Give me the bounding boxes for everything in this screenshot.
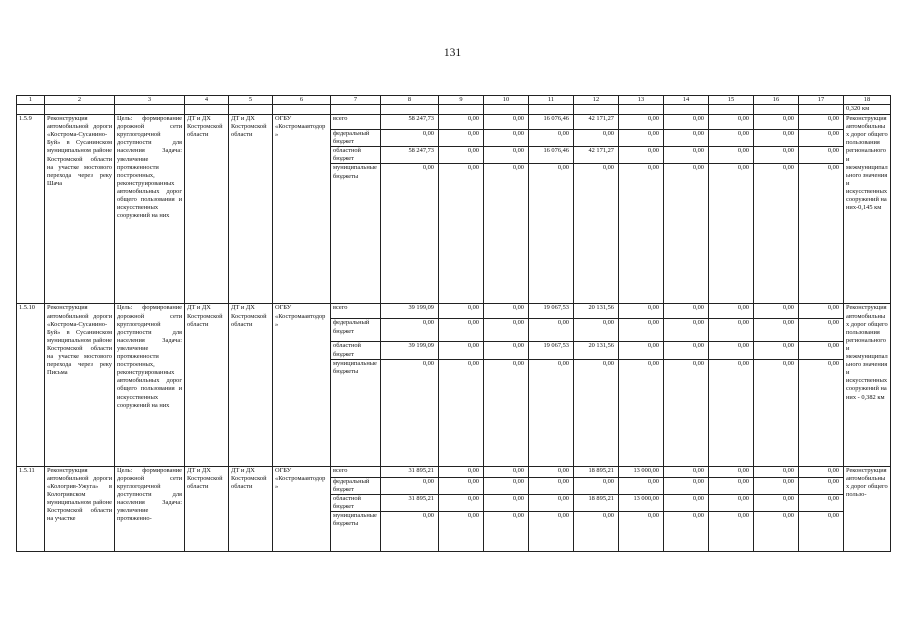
record-responsible: ДТ и ДХ Костромской области [185, 466, 229, 551]
value-cell-col-8: 58 247,73 [381, 115, 439, 130]
value-cell-col-8: 39 199,09 [381, 304, 439, 319]
value-cell-col-11: 19 067,53 [529, 342, 574, 359]
value-cell-col-9: 0,00 [439, 466, 484, 477]
value-cell-col-9: 0,00 [439, 477, 484, 494]
column-header-2: 2 [45, 96, 115, 105]
value-cell-col-8: 0,00 [381, 130, 439, 147]
cell-empty [185, 105, 229, 115]
record-result: Реконструкция автомобильных дорог общего пользо- [844, 466, 891, 551]
value-cell-col-9: 0,00 [439, 494, 484, 511]
value-cell-col-15: 0,00 [709, 512, 754, 552]
record-coexecutor: ДТ и ДХ Костромской области [229, 115, 273, 304]
value-cell-col-15: 0,00 [709, 147, 754, 164]
record-goal: Цель: формирование дорожной сети круглогодичной доступности для населения Задача: увеличение протяженности построенных, реконструированных автомобильных дорог общего пользования и искусственных сооружений на них [115, 115, 185, 304]
value-cell-col-13: 0,00 [619, 342, 664, 359]
value-cell-col-16: 0,00 [754, 115, 799, 130]
cell-empty [799, 105, 844, 115]
cell-empty [439, 105, 484, 115]
value-cell-col-8: 31 895,21 [381, 466, 439, 477]
value-cell-col-15: 0,00 [709, 342, 754, 359]
cell-empty [664, 105, 709, 115]
column-header-15: 15 [709, 96, 754, 105]
value-cell-col-17: 0,00 [799, 466, 844, 477]
value-cell-col-13: 0,00 [619, 319, 664, 342]
value-cell-col-16: 0,00 [754, 130, 799, 147]
value-cell-col-17: 0,00 [799, 164, 844, 304]
value-cell-col-17: 0,00 [799, 319, 844, 342]
value-cell-col-17: 0,00 [799, 130, 844, 147]
value-cell-col-8: 58 247,73 [381, 147, 439, 164]
header-row [17, 96, 891, 105]
value-cell-col-9: 0,00 [439, 342, 484, 359]
record-organization: ОГБУ «Костромаавтодор» [273, 304, 331, 466]
funding-source: областной бюджет [331, 494, 381, 511]
record-responsible: ДТ и ДХ Костромской области [185, 304, 229, 466]
value-cell-col-17: 0,00 [799, 304, 844, 319]
column-header-18: 18 [844, 96, 891, 105]
cell-empty [484, 105, 529, 115]
value-cell-col-10: 0,00 [484, 304, 529, 319]
funding-source: всего [331, 115, 381, 130]
funding-source: всего [331, 466, 381, 477]
value-cell-col-16: 0,00 [754, 512, 799, 552]
value-cell-col-12: 0,00 [574, 477, 619, 494]
value-cell-col-10: 0,00 [484, 130, 529, 147]
record-name: Реконструкция автомобильной дороги «Кологрив-Ужуга» в Кологривском муниципальном районе Костромской области на участке [45, 466, 115, 551]
value-cell-col-14: 0,00 [664, 477, 709, 494]
value-cell-col-9: 0,00 [439, 304, 484, 319]
value-cell-col-9: 0,00 [439, 319, 484, 342]
page-number: 131 [443, 47, 462, 59]
value-cell-col-17: 0,00 [799, 477, 844, 494]
value-cell-col-15: 0,00 [709, 130, 754, 147]
value-cell-col-11: 0,00 [529, 130, 574, 147]
program-table [16, 95, 891, 552]
value-cell-col-12: 20 131,56 [574, 342, 619, 359]
column-header-7: 7 [331, 96, 381, 105]
column-header-10: 10 [484, 96, 529, 105]
record-responsible: ДТ и ДХ Костромской области [185, 115, 229, 304]
value-cell-col-13: 0,00 [619, 477, 664, 494]
value-cell-col-10: 0,00 [484, 466, 529, 477]
column-header-11: 11 [529, 96, 574, 105]
value-cell-col-14: 0,00 [664, 359, 709, 466]
value-cell-col-12: 20 131,56 [574, 304, 619, 319]
value-cell-col-15: 0,00 [709, 115, 754, 130]
value-cell-col-16: 0,00 [754, 477, 799, 494]
record-id: 1.5.11 [17, 466, 45, 551]
record-id: 1.5.10 [17, 304, 45, 466]
table-row [17, 466, 891, 477]
funding-source: федеральный бюджет [331, 477, 381, 494]
value-cell-col-10: 0,00 [484, 342, 529, 359]
value-cell-col-10: 0,00 [484, 477, 529, 494]
value-cell-col-15: 0,00 [709, 359, 754, 466]
value-cell-col-14: 0,00 [664, 319, 709, 342]
value-cell-col-14: 0,00 [664, 164, 709, 304]
funding-source: федеральный бюджет [331, 319, 381, 342]
value-cell-col-10: 0,00 [484, 147, 529, 164]
column-header-3: 3 [115, 96, 185, 105]
value-cell-col-8: 0,00 [381, 512, 439, 552]
value-cell-col-14: 0,00 [664, 466, 709, 477]
value-cell-col-11: 16 076,46 [529, 115, 574, 130]
value-cell-col-11: 0,00 [529, 512, 574, 552]
record-coexecutor: ДТ и ДХ Костромской области [229, 304, 273, 466]
value-cell-col-11: 0,00 [529, 359, 574, 466]
value-cell-col-12: 0,00 [574, 130, 619, 147]
value-cell-col-16: 0,00 [754, 164, 799, 304]
value-cell-col-14: 0,00 [664, 304, 709, 319]
value-cell-col-9: 0,00 [439, 147, 484, 164]
table-row [17, 115, 891, 130]
value-cell-col-14: 0,00 [664, 147, 709, 164]
value-cell-col-8: 0,00 [381, 477, 439, 494]
value-cell-col-8: 39 199,09 [381, 342, 439, 359]
value-cell-col-11: 0,00 [529, 494, 574, 511]
value-cell-col-13: 13 000,00 [619, 466, 664, 477]
value-cell-col-11: 0,00 [529, 319, 574, 342]
cell-empty [381, 105, 439, 115]
value-cell-col-16: 0,00 [754, 359, 799, 466]
value-cell-col-13: 0,00 [619, 130, 664, 147]
value-cell-col-10: 0,00 [484, 115, 529, 130]
cell-empty [574, 105, 619, 115]
value-cell-col-12: 42 171,27 [574, 115, 619, 130]
value-cell-col-9: 0,00 [439, 359, 484, 466]
value-cell-col-12: 0,00 [574, 359, 619, 466]
value-cell-col-11: 0,00 [529, 477, 574, 494]
value-cell-col-16: 0,00 [754, 466, 799, 477]
column-header-14: 14 [664, 96, 709, 105]
value-cell-col-15: 0,00 [709, 494, 754, 511]
funding-source: областной бюджет [331, 147, 381, 164]
value-cell-col-14: 0,00 [664, 130, 709, 147]
value-cell-col-14: 0,00 [664, 115, 709, 130]
funding-source: всего [331, 304, 381, 319]
cell-empty [45, 105, 115, 115]
record-result: Реконструкция автомобильных дорог общего пользования регионального и межмуниципального значения и искусственных сооружений на них - 0,382 км [844, 304, 891, 466]
record-result: Реконструкция автомобильных дорог общего пользования регионального и межмуниципального значения и искусственных сооружений на них-0,145 км [844, 115, 891, 304]
record-organization: ОГБУ «Костромаавтодор» [273, 466, 331, 551]
column-header-17: 17 [799, 96, 844, 105]
value-cell-col-9: 0,00 [439, 164, 484, 304]
value-cell-col-12: 0,00 [574, 164, 619, 304]
value-cell-col-12: 42 171,27 [574, 147, 619, 164]
value-cell-col-13: 0,00 [619, 147, 664, 164]
column-header-12: 12 [574, 96, 619, 105]
value-cell-col-14: 0,00 [664, 342, 709, 359]
value-cell-col-13: 0,00 [619, 115, 664, 130]
value-cell-col-13: 0,00 [619, 512, 664, 552]
column-header-5: 5 [229, 96, 273, 105]
value-cell-col-14: 0,00 [664, 512, 709, 552]
record-organization: ОГБУ «Костромаавтодор» [273, 115, 331, 304]
value-cell-col-15: 0,00 [709, 319, 754, 342]
value-cell-col-16: 0,00 [754, 342, 799, 359]
column-header-8: 8 [381, 96, 439, 105]
funding-source: муниципальные бюджеты [331, 359, 381, 466]
value-cell-col-16: 0,00 [754, 494, 799, 511]
value-cell-col-9: 0,00 [439, 512, 484, 552]
value-cell-col-13: 13 000,00 [619, 494, 664, 511]
cell-empty [529, 105, 574, 115]
column-header-13: 13 [619, 96, 664, 105]
cell-empty [709, 105, 754, 115]
value-cell-col-8: 0,00 [381, 359, 439, 466]
record-id: 1.5.9 [17, 115, 45, 304]
funding-source: муниципальные бюджеты [331, 164, 381, 304]
cell-empty [229, 105, 273, 115]
value-cell-col-10: 0,00 [484, 494, 529, 511]
column-header-1: 1 [17, 96, 45, 105]
funding-source: областной бюджет [331, 342, 381, 359]
cell-empty [331, 105, 381, 115]
value-cell-col-15: 0,00 [709, 164, 754, 304]
value-cell-col-9: 0,00 [439, 130, 484, 147]
value-cell-col-11: 0,00 [529, 466, 574, 477]
value-cell-col-17: 0,00 [799, 147, 844, 164]
value-cell-col-10: 0,00 [484, 359, 529, 466]
value-cell-col-10: 0,00 [484, 164, 529, 304]
continuation-row [17, 105, 891, 115]
funding-source: федеральный бюджет [331, 130, 381, 147]
value-cell-col-16: 0,00 [754, 319, 799, 342]
value-cell-col-11: 16 076,46 [529, 147, 574, 164]
value-cell-col-15: 0,00 [709, 466, 754, 477]
record-name: Реконструкция автомобильной дороги «Кострома-Сусанино-Буй» в Сусанинском муниципальном районе Костромской области на участке мостового перехода через реку Шача [45, 115, 115, 304]
value-cell-col-17: 0,00 [799, 115, 844, 130]
value-cell-col-13: 0,00 [619, 164, 664, 304]
value-cell-col-12: 18 895,21 [574, 466, 619, 477]
value-cell-col-16: 0,00 [754, 147, 799, 164]
cell-empty [619, 105, 664, 115]
value-cell-col-12: 0,00 [574, 319, 619, 342]
value-cell-col-13: 0,00 [619, 304, 664, 319]
value-cell-col-8: 0,00 [381, 164, 439, 304]
continuation-note: 0,320 км [844, 105, 891, 115]
value-cell-col-15: 0,00 [709, 477, 754, 494]
value-cell-col-8: 0,00 [381, 319, 439, 342]
value-cell-col-10: 0,00 [484, 512, 529, 552]
value-cell-col-14: 0,00 [664, 494, 709, 511]
value-cell-col-16: 0,00 [754, 304, 799, 319]
table-row [17, 304, 891, 319]
value-cell-col-12: 0,00 [574, 512, 619, 552]
cell-empty [115, 105, 185, 115]
record-coexecutor: ДТ и ДХ Костромской области [229, 466, 273, 551]
value-cell-col-13: 0,00 [619, 359, 664, 466]
value-cell-col-10: 0,00 [484, 319, 529, 342]
record-goal: Цель: формирование дорожной сети круглогодичной доступности для населения Задача: увеличение протяженности построенных, реконструированных автомобильных дорог общего пользования и искусственных сооружений на них [115, 304, 185, 466]
value-cell-col-9: 0,00 [439, 115, 484, 130]
value-cell-col-17: 0,00 [799, 494, 844, 511]
column-header-9: 9 [439, 96, 484, 105]
value-cell-col-17: 0,00 [799, 512, 844, 552]
value-cell-col-17: 0,00 [799, 359, 844, 466]
value-cell-col-11: 0,00 [529, 164, 574, 304]
value-cell-col-12: 18 895,21 [574, 494, 619, 511]
cell-empty [754, 105, 799, 115]
value-cell-col-15: 0,00 [709, 304, 754, 319]
column-header-6: 6 [273, 96, 331, 105]
column-header-4: 4 [185, 96, 229, 105]
funding-source: муниципальные бюджеты [331, 512, 381, 552]
column-header-16: 16 [754, 96, 799, 105]
cell-empty [17, 105, 45, 115]
value-cell-col-11: 19 067,53 [529, 304, 574, 319]
value-cell-col-8: 31 895,21 [381, 494, 439, 511]
record-name: Реконструкция автомобильной дороги «Кострома-Сусанино-Буй» в Сусанинском муниципальном районе Костромской области на участке мостового перехода через реку Письма [45, 304, 115, 466]
record-goal: Цель: формирование дорожной сети круглогодичной доступности для населения Задача: увеличение протяженно- [115, 466, 185, 551]
cell-empty [273, 105, 331, 115]
value-cell-col-17: 0,00 [799, 342, 844, 359]
